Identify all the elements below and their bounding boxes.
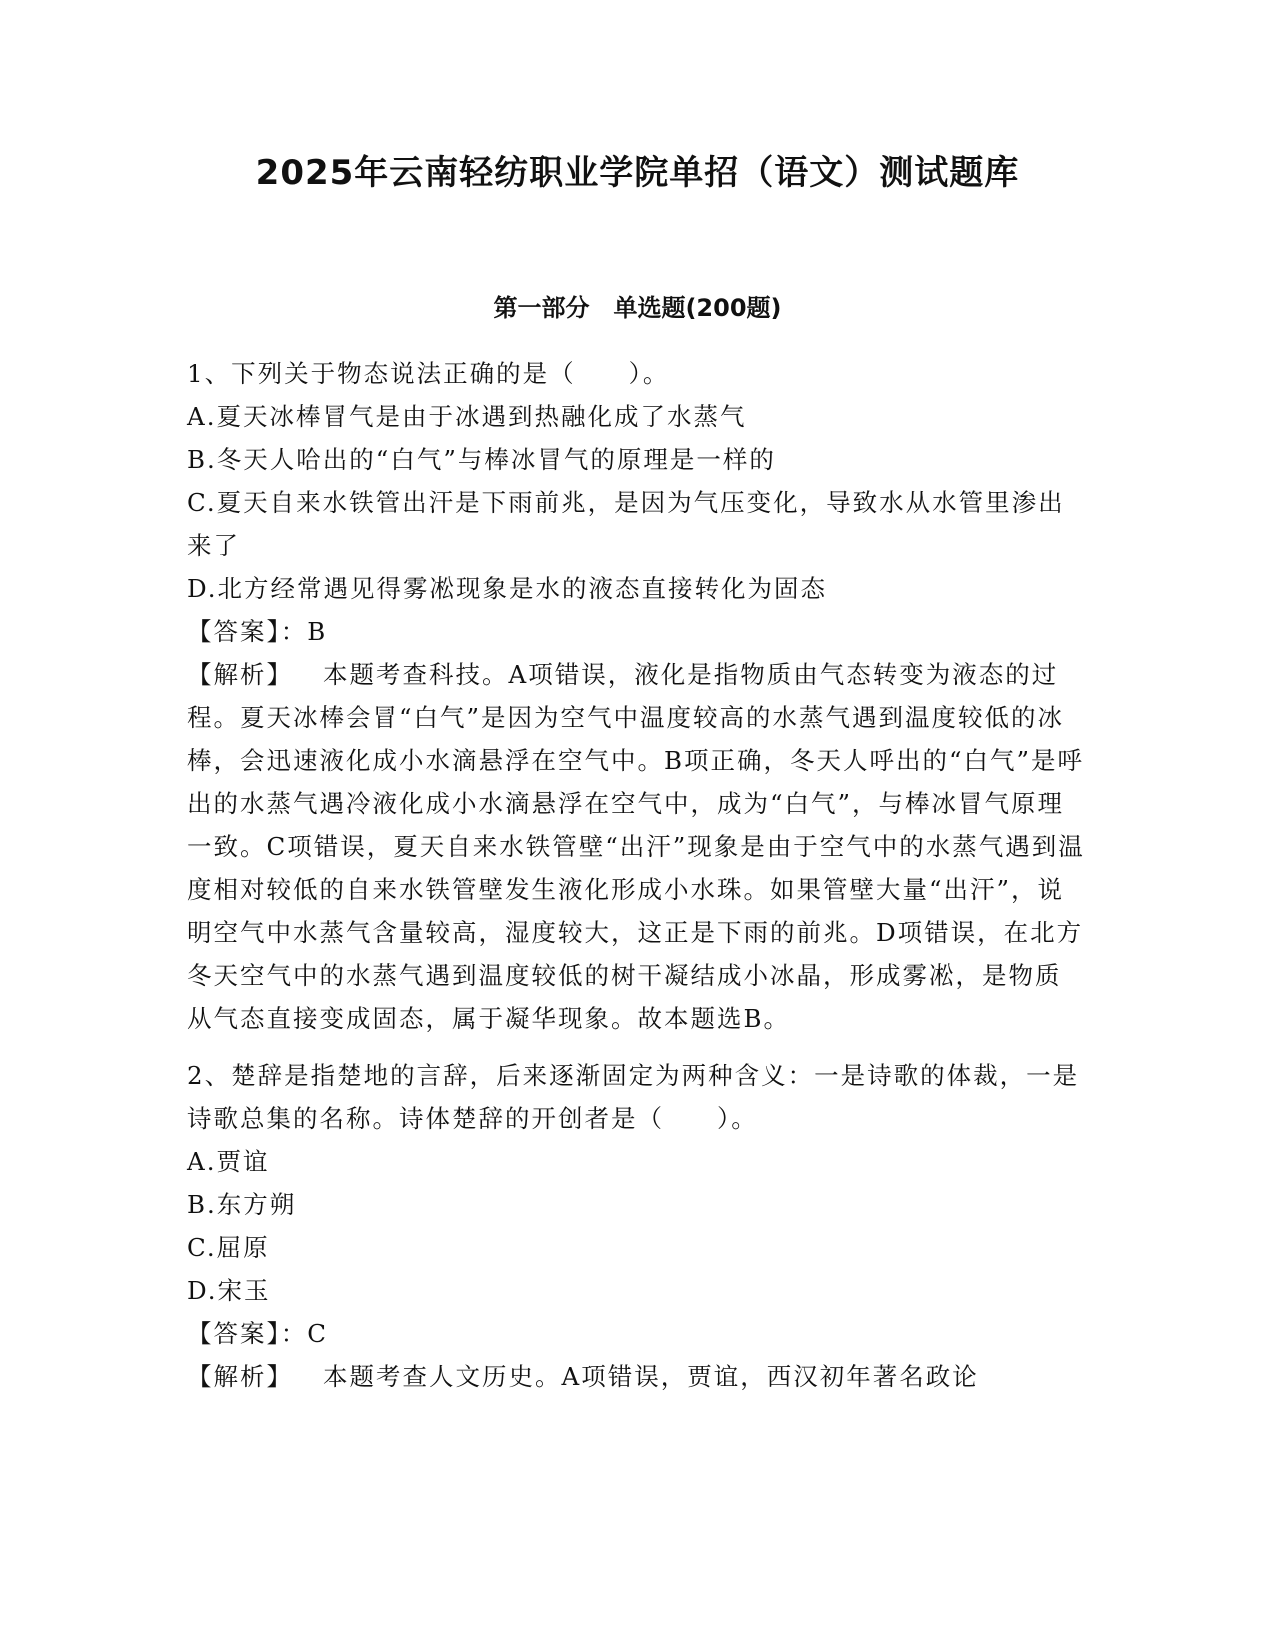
question-1 bbox=[187, 352, 1087, 1040]
option-d: D.北方经常遇见得雾凇现象是水的液态直接转化为固态 bbox=[187, 574, 828, 603]
analysis-text: 本题考查科技。A项错误，液化是指物质由气态转变为液态的过程。夏天冰棒会冒“白气”是因为空气中温度较高的水蒸气遇到温度较低的冰棒，会迅速液化成小水滴悬浮在空气中。B项正确，冬天人呼出的“白气”是呼出的水蒸气遇冷液化成小水滴悬浮在空气中，成为“白气”，与棒冰冒气原理一致。C项错误，夏天自来水铁管壁“出汗”现象是由于空气中的水蒸气遇到温度相对较低的自来水铁管壁发生液化形成小水珠。如果管壁大量“出汗”，说明空气中水蒸气含量较高，湿度较大，这正是下雨的前兆。D项错误，在北方冬天空气中的水蒸气遇到温度较低的树干凝结成小冰晶，形成雾凇，是物质从气态直接变成固态，属于凝华现象。故本题选B。 bbox=[187, 660, 1085, 1033]
analysis bbox=[187, 1355, 1087, 1398]
analysis-label: 【解析】 bbox=[187, 660, 293, 689]
question-2 bbox=[187, 1054, 1087, 1398]
answer: 【答案】：C bbox=[187, 1319, 328, 1348]
analysis-label: 【解析】 bbox=[187, 1362, 293, 1391]
analysis bbox=[187, 653, 1087, 1040]
question-stem: 2、楚辞是指楚地的言辞，后来逐渐固定为两种含义：一是诗歌的体裁，一是诗歌总集的名称。诗体楚辞的开创者是（ ）。 bbox=[187, 1061, 1080, 1133]
document-title: 2025年云南轻纺职业学院单招（语文）测试题库 bbox=[255, 153, 1020, 193]
answer: 【答案】：B bbox=[187, 617, 328, 646]
option-b: B.东方朔 bbox=[187, 1190, 297, 1219]
option-c: C.夏天自来水铁管出汗是下雨前兆，是因为气压变化，导致水从水管里渗出来了 bbox=[187, 488, 1065, 560]
section-title: 第一部分 单选题(200题) bbox=[493, 294, 782, 322]
document-body bbox=[187, 352, 1087, 1412]
question-stem: 1、下列关于物态说法正确的是（ ）。 bbox=[187, 359, 670, 388]
option-a: A.夏天冰棒冒气是由于冰遇到热融化成了水蒸气 bbox=[187, 402, 747, 431]
option-d: D.宋玉 bbox=[187, 1276, 271, 1305]
option-c: C.屈原 bbox=[187, 1233, 270, 1262]
option-b: B.冬天人哈出的“白气”与棒冰冒气的原理是一样的 bbox=[187, 445, 776, 474]
analysis-text: 本题考查人文历史。A项错误，贾谊，西汉初年著名政论 bbox=[323, 1362, 979, 1391]
option-a: A.贾谊 bbox=[187, 1147, 270, 1176]
